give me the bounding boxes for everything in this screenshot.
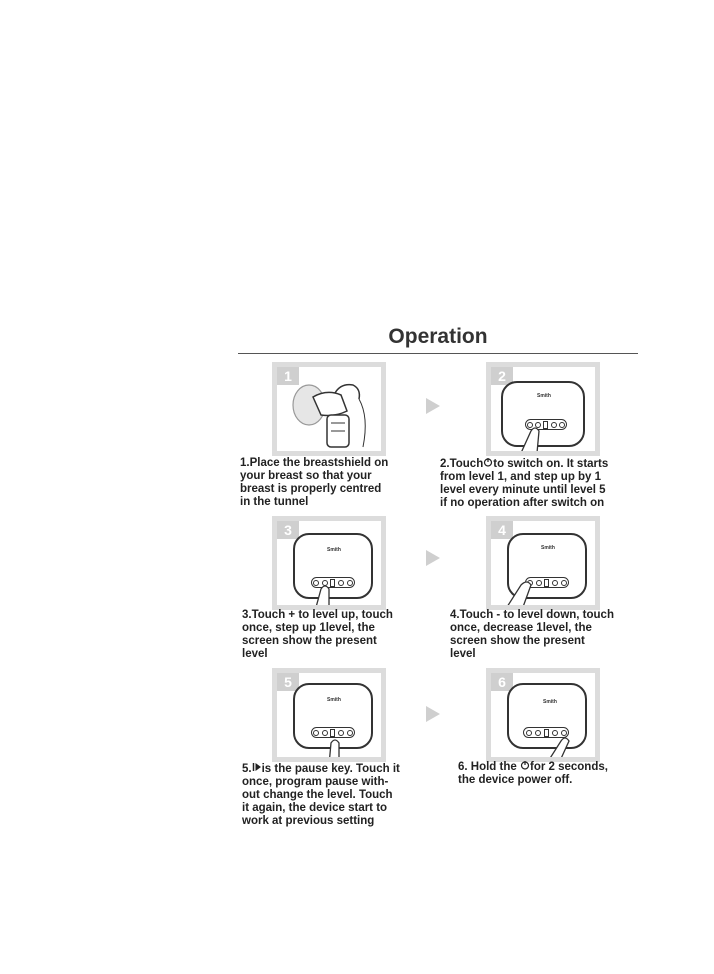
device-brand: Smith [327,547,341,553]
finger-icon [311,581,341,610]
step-5-text-a: 5. [242,763,252,775]
finger-icon [517,423,557,453]
finger-icon [505,577,545,607]
step-2-text-a: 2.Touch [440,458,484,470]
finger-icon [323,735,353,762]
step-6-text-b: for 2 seconds, the device power off. [458,761,608,786]
step-4-text: 4.Touch - to level down, touch once, decrease 1level, the screen show the present level [450,609,614,660]
device-brand: Smith [327,697,341,703]
finger-icon [543,733,577,762]
device-brand: Smith [543,699,557,705]
device-brand: Smith [537,393,551,399]
step-5-illustration [272,668,386,762]
step-4-number: 4 [491,521,513,539]
step-3-text: 3.Touch + to level up, touch once, step up 1level, the screen show the present level [242,609,393,660]
step-3-illustration [272,516,386,610]
step-5-text [242,762,400,828]
step-2-text-b: to switch on. It starts from level 1, and step up by 1 level every minute until level 5 if no operation after switch on [440,458,609,509]
step-2-text [440,457,608,510]
arrow-3-4 [426,550,440,566]
step-3-number: 3 [277,521,299,539]
device-brand: Smith [541,545,555,551]
pause-play-icon [252,762,262,772]
title-rule [238,353,638,354]
power-icon [483,457,493,467]
step-6-text-a: 6. Hold the [458,761,520,773]
step-2-illustration [486,362,600,456]
step-5-text-b: is the pause key. Touch it once, program pause with- out change the level. Touch it again, the device start to work at previous setting [242,763,400,827]
step-5-number: 5 [277,673,299,691]
arrow-5-6 [426,706,440,722]
step-1-number: 1 [277,367,299,385]
arrow-1-2 [426,398,440,414]
step-6-text [458,760,608,787]
page-title: Operation [388,325,488,348]
breast-pump-illustration [277,367,381,451]
step-1-illustration [272,362,386,456]
step-6-illustration [486,668,600,762]
step-1-text: 1.Place the breastshield on your breast so that your breast is properly centred in the tunnel [240,457,389,508]
step-4-illustration [486,516,600,610]
step-6-number: 6 [491,673,513,691]
step-2-number: 2 [491,367,513,385]
power-icon [520,760,530,770]
